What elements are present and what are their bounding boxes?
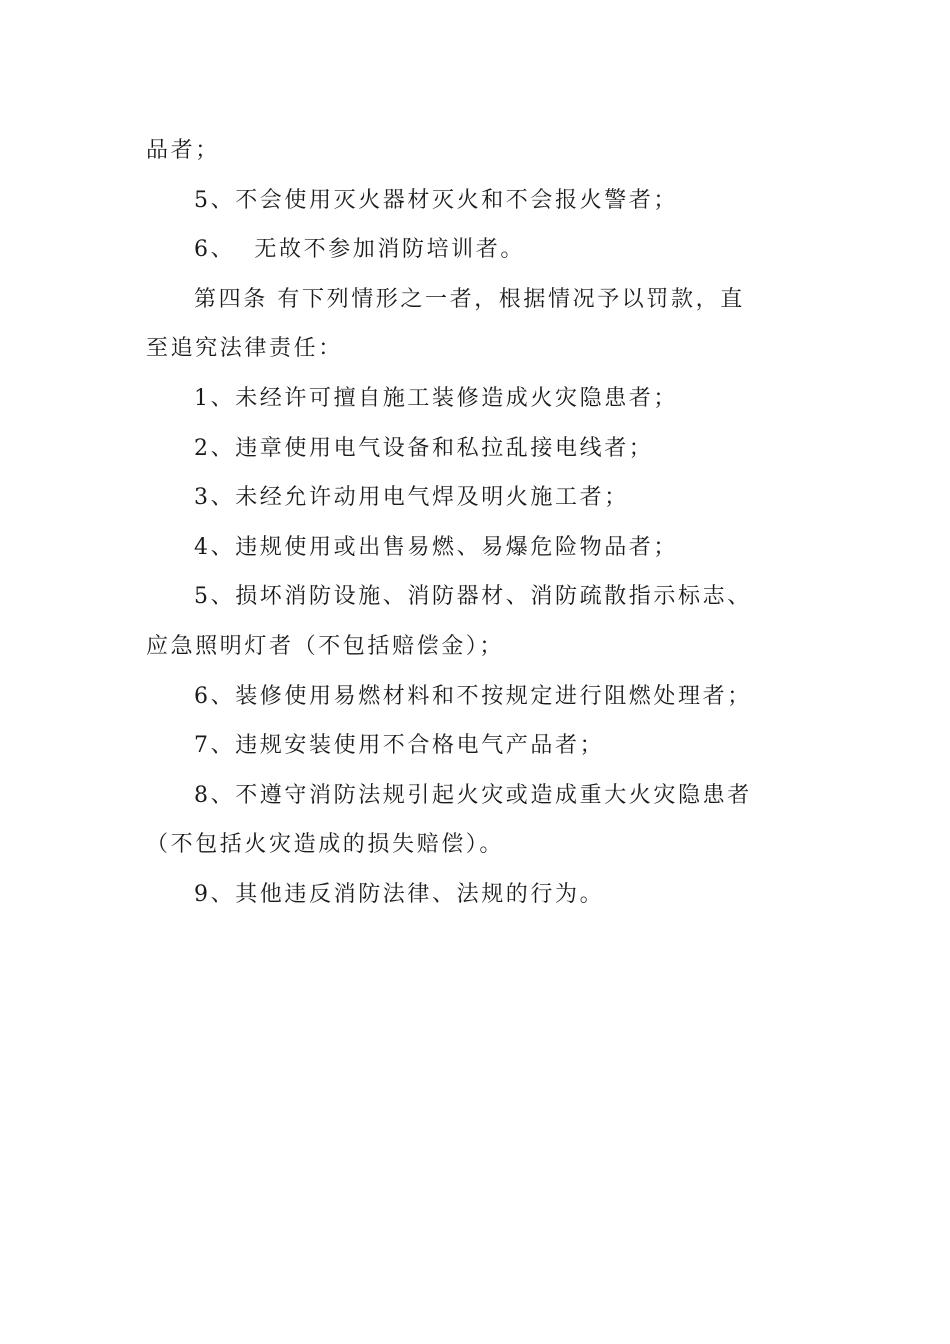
text-line-continuation: 品者；: [146, 138, 220, 163]
article-4-item-5-continuation: 应急照明灯者（不包括赔偿金）；: [146, 633, 505, 659]
document-body: [146, 126, 786, 920]
article-4-item-7: 7、违规安装使用不合格电气产品者；: [194, 733, 605, 759]
article-4-item-2: 2、违章使用电气设备和私拉乱接电线者；: [194, 435, 654, 461]
article-4-item-3: 3、未经允许动用电气焊及明火施工者；: [194, 485, 629, 511]
article-4-heading-continuation: 至追究法律责任：: [146, 336, 343, 362]
article-4-item-5: 5、损坏消防设施、消防器材、消防疏散指示标志、: [194, 584, 752, 610]
list-item-6-training: 6、 无故不参加消防培训者。: [194, 237, 525, 263]
article-4-item-6: 6、装修使用易燃材料和不按规定进行阻燃处理者；: [194, 683, 752, 709]
article-4-item-4: 4、违规使用或出售易燃、易爆危险物品者；: [194, 534, 678, 560]
article-4-item-8-continuation: （不包括火灾造成的损失赔偿）。: [146, 832, 505, 858]
article-4-item-9: 9、其他违反消防法律、法规的行为。: [194, 881, 605, 907]
article-4-item-1: 1、未经许可擅自施工装修造成火灾隐患者；: [194, 385, 678, 411]
list-item-5-fire-extinguisher: 5、不会使用灭火器材灭火和不会报火警者；: [194, 187, 678, 213]
article-4-heading: 第四条 有下列情形之一者，根据情况予以罚款，直: [194, 286, 745, 312]
article-4-item-8: 8、不遵守消防法规引起火灾或造成重大火灾隐患者: [194, 782, 752, 808]
